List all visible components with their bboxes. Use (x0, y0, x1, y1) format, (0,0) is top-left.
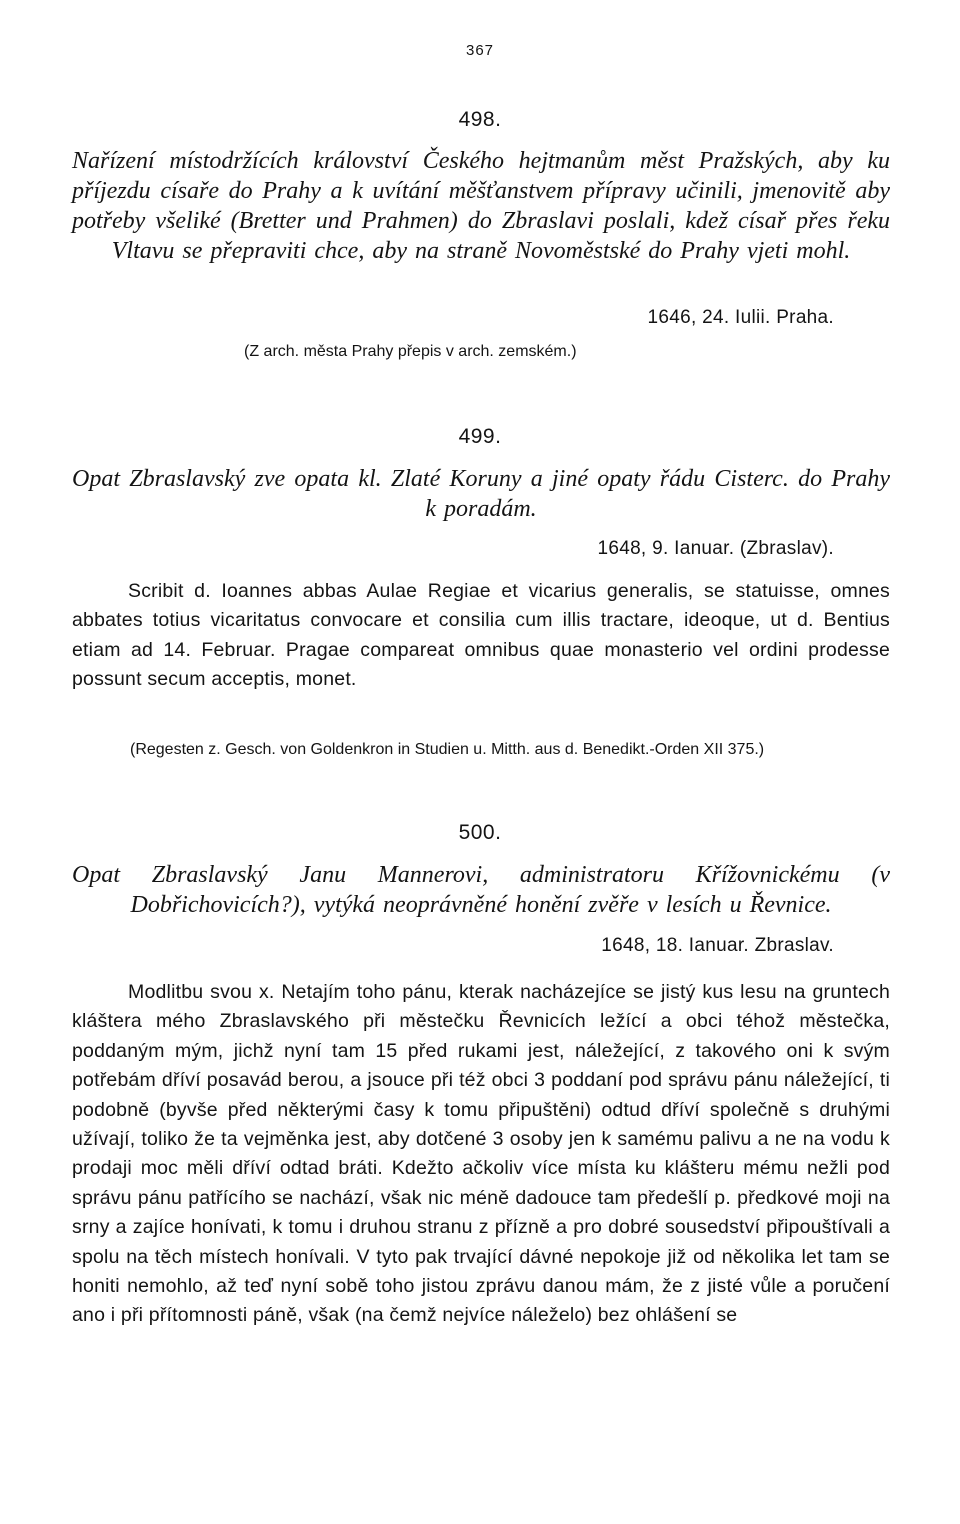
entry-number-500: 500. (458, 821, 502, 844)
entry-source-498: (Z arch. města Prahy přepis v arch. zemském.) (244, 343, 577, 360)
entry-regest-500: Opat Zbraslavský Janu Mannerovi, administratoru Křížovnickému (v Dobřichovicích?), vytýká neoprávněné honění zvěře v lesích u Řevnice. (72, 862, 890, 918)
entry-number-499: 499. (458, 425, 502, 448)
entry-regest-498: Nařízení místodržících království Českého hejtmanům měst Pražských, aby ku příjezdu císaře do Prahy a k uvítání měšťanstvem přípravy učinili, jmenovitě aby potřeby všeliké (Bretter und Prahmen) do Zbraslavi poslali, kdež císař přes řeku Vltavu se přepraviti chce, aby na straně Novoměstské do Prahy vjeti mohl. (72, 148, 890, 264)
entry-date-498: 1646, 24. Iulii. Praha. (647, 307, 834, 328)
entry-text-499: Scribit d. Ioannes abbas Aulae Regiae et vicarius generalis, se statuisse, omnes abbates totius vicaritatus convocare et consilia cum illis tractare, ideoque, ut d. Bentius etiam ad 14. Februar. Pragae compareat omnibus quae monasterio vel ordini prodesse possunt secum acceptis, monet. (72, 580, 890, 691)
entry-date-500: 1648, 18. Ianuar. Zbraslav. (601, 935, 834, 956)
entry-number-498: 498. (458, 108, 502, 131)
entry-source-499: (Regesten z. Gesch. von Goldenkron in Studien u. Mitth. aus d. Benedikt.-Orden XII 375.) (130, 741, 765, 758)
entry-regest-499: Opat Zbraslavský zve opata kl. Zlaté Koruny a jiné opaty řádu Cisterc. do Prahy k poradám. (72, 466, 890, 522)
entry-text-500: Modlitbu svou x. Netajím toho pánu, kterak nacházejíce se jistý kus lesu na gruntech kláštera mého Zbraslavského při městečku Řevnicích ležící a obci téhož městečka, poddaným mým, jichž nyní tam 15 před rukami jest, náležející, z takového oni k svým potřebám dříví posavád berou, a jsouce při též obci 3 poddaní pod správu pánu náležející, ti podobně (byvše před některými časy k tomu připuštěni) odtud dříví společně s druhými užívají, toliko že ta vejměnka jest, aby dotčené 3 osoby jen k samému palivu a ne na vodu k prodaji moc měli dříví odtad bráti. Kdežto ačkoliv více místa ku klášteru mému nežli pod správu pánu patřícího se nachází, však nic méně dadouce tam předešlí p. předkové moji na srny a zajíce honívati, k tomu i druhou stranu z přízně a pro dobré sousedství připouštívali a spolu na těch místech honívali. V tyto pak trvající dávné nepokoje již od několika let tam se honiti nemohlo, až teď nyní sobě toho jistou zprávu danou mám, že z jisté vůle a poručení ano i při přítomnosti páně, však (na čemž nejvíce náleželo) bez ohlášení se (72, 981, 890, 1327)
page-number: 367 (465, 42, 495, 59)
entry-date-499: 1648, 9. Ianuar. (Zbraslav). (597, 538, 834, 559)
